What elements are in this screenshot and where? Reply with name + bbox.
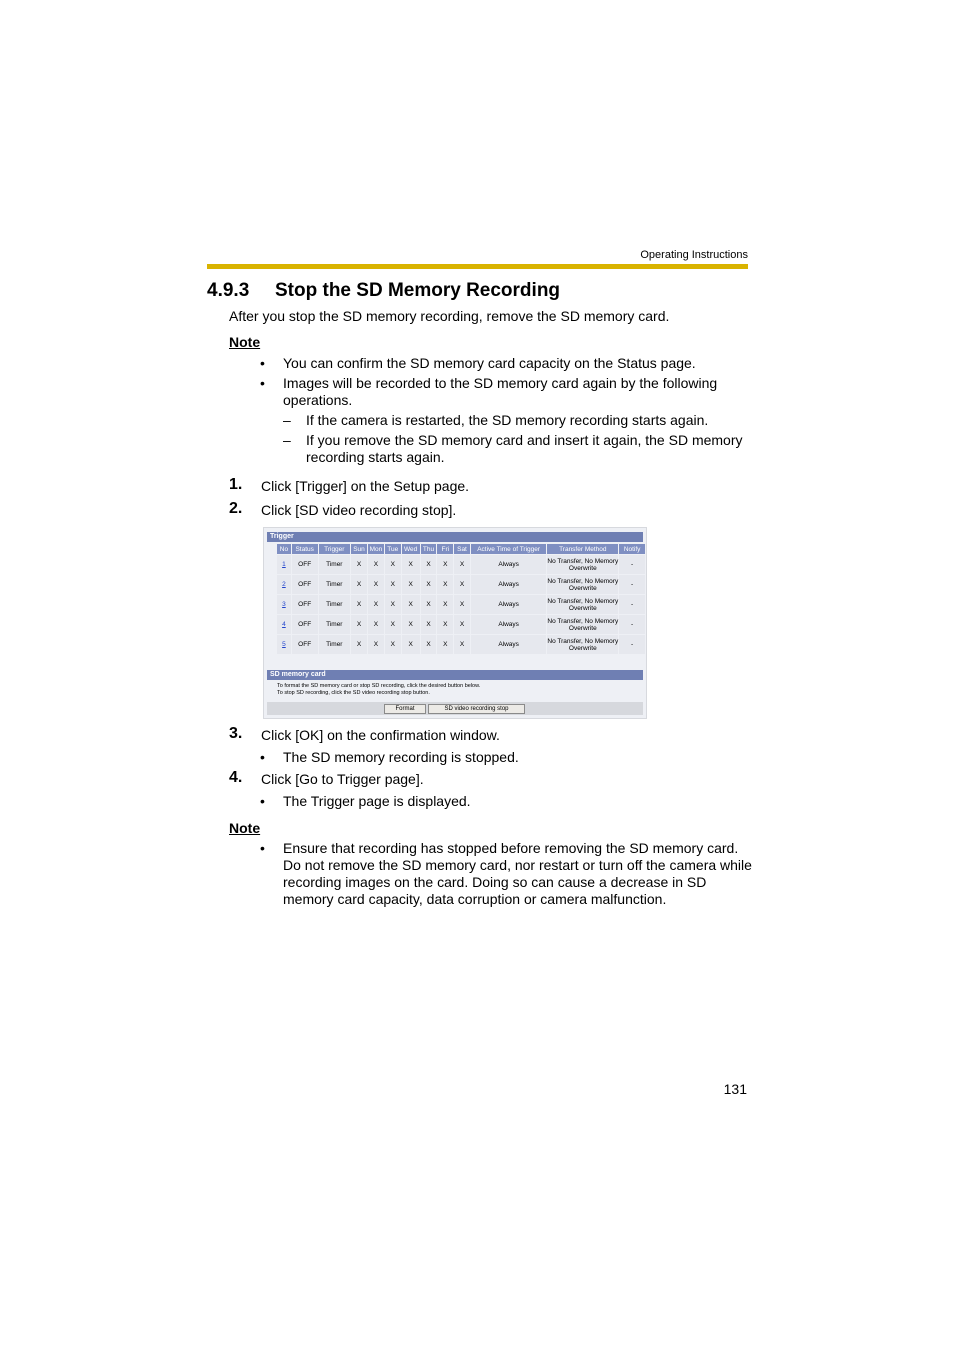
column-header: Trigger: [319, 544, 351, 554]
table-cell: Timer: [319, 555, 351, 574]
column-header: Thu: [421, 544, 437, 554]
trigger-table: [276, 543, 646, 655]
table-cell: No Transfer, No Memory Overwrite: [547, 575, 618, 594]
table-cell: X: [454, 555, 470, 574]
table-row: [277, 635, 645, 654]
column-header: Mon: [369, 545, 383, 553]
table-cell: X: [454, 575, 470, 594]
note-heading: Note: [229, 334, 261, 350]
table-header-row: [277, 544, 645, 554]
table-cell: -: [619, 635, 645, 654]
table-cell: Timer: [319, 595, 351, 614]
running-header: Operating Instructions: [640, 249, 748, 261]
table-row: [277, 595, 645, 614]
table-cell: Timer: [319, 635, 351, 654]
table-cell: X: [351, 615, 367, 634]
table-cell: X: [385, 615, 401, 634]
sd-instruction-line: To stop SD recording, click the SD video recording stop button.: [277, 690, 430, 696]
table-cell: -: [619, 555, 645, 574]
step-text: Click [Trigger] on the Setup page.: [261, 478, 470, 494]
step-text: Click [OK] on the confirmation window.: [261, 727, 500, 743]
section-number: 4.9.3: [207, 280, 250, 301]
table-cell: Always: [471, 575, 546, 594]
column-header: Status: [292, 544, 318, 554]
trigger-number-link[interactable]: 3: [277, 595, 291, 614]
note-sub-item: – If the camera is restarted, the SD memory recording starts again.: [283, 412, 709, 428]
note-bullet: • You can confirm the SD memory card capacity on the Status page.: [260, 355, 696, 371]
trigger-title-bar: Trigger: [267, 532, 643, 542]
table-cell: X: [437, 575, 453, 594]
table-cell: No Transfer, No Memory Overwrite: [547, 635, 618, 654]
table-cell: X: [402, 595, 420, 614]
note-sub-item: – If you remove the SD memory card and insert it again, the SD memory recording starts again.: [283, 432, 743, 465]
column-header: Wed: [402, 544, 420, 554]
table-cell: X: [368, 575, 384, 594]
table-row: [277, 555, 645, 574]
table-cell: -: [619, 615, 645, 634]
table-cell: X: [454, 615, 470, 634]
column-header: Sun: [351, 544, 367, 554]
sd-video-recording-stop-button[interactable]: SD video recording stop: [428, 704, 525, 714]
step-number: 4.: [229, 769, 243, 786]
table-cell: Always: [471, 555, 546, 574]
intro-text: After you stop the SD memory recording, remove the SD memory card.: [229, 308, 670, 324]
column-header: Notify: [619, 544, 645, 554]
table-cell: X: [402, 635, 420, 654]
table-cell: -: [619, 575, 645, 594]
step-result: • The Trigger page is displayed.: [260, 793, 471, 809]
section-title: Stop the SD Memory Recording: [275, 280, 561, 301]
table-cell: X: [421, 615, 437, 634]
table-cell: X: [385, 635, 401, 654]
table-cell: X: [421, 635, 437, 654]
column-header: Tue: [385, 544, 401, 554]
table-cell: X: [454, 635, 470, 654]
table-cell: X: [421, 595, 437, 614]
table-cell: X: [351, 595, 367, 614]
sd-instruction-line: To format the SD memory card or stop SD recording, click the desired button below.: [277, 683, 481, 689]
trigger-number-link[interactable]: 2: [277, 575, 291, 594]
trigger-number-link[interactable]: 5: [277, 635, 291, 654]
table-cell: X: [385, 555, 401, 574]
page-number: 131: [723, 1081, 747, 1097]
note-bullet: • Ensure that recording has stopped before removing the SD memory card. Do not remove the SD memory card, nor restart or turn off the camera while recording images on the card. Doing so can cause a decrease in SD memory card capacity, data corruption or camera malfunction.: [260, 840, 752, 907]
sd-card-title-bar: SD memory card: [267, 670, 643, 680]
table-cell: X: [402, 615, 420, 634]
trigger-page-screenshot: [263, 527, 647, 719]
step-number: 3.: [229, 725, 243, 742]
table-cell: X: [402, 575, 420, 594]
table-cell: X: [437, 555, 453, 574]
table-row: [277, 615, 645, 634]
table-cell: X: [351, 575, 367, 594]
step-number: 2.: [229, 500, 243, 517]
table-cell: X: [402, 555, 420, 574]
table-cell: No Transfer, No Memory Overwrite: [547, 555, 618, 574]
step-text: Click [Go to Trigger page].: [261, 771, 424, 787]
table-cell: X: [421, 575, 437, 594]
table-cell: X: [368, 635, 384, 654]
step-text: Click [SD video recording stop].: [261, 502, 457, 518]
header-rule: [207, 264, 748, 269]
table-cell: No Transfer, No Memory Overwrite: [547, 615, 618, 634]
trigger-number-link[interactable]: 4: [277, 615, 291, 634]
table-cell: Always: [471, 595, 546, 614]
table-cell: X: [454, 595, 470, 614]
table-cell: OFF: [292, 595, 318, 614]
table-cell: X: [368, 615, 384, 634]
table-cell: Timer: [319, 615, 351, 634]
table-cell: X: [437, 615, 453, 634]
column-header: No: [277, 544, 291, 554]
table-cell: OFF: [292, 615, 318, 634]
table-cell: X: [351, 635, 367, 654]
table-cell: X: [368, 595, 384, 614]
column-header: Active Time of Trigger: [471, 544, 546, 554]
table-cell: X: [368, 555, 384, 574]
note-bullet: • Images will be recorded to the SD memory card again by the following operations.: [260, 375, 718, 408]
table-cell: X: [385, 595, 401, 614]
step-result: • The SD memory recording is stopped.: [260, 749, 519, 765]
step-number: 1.: [229, 476, 243, 493]
format-button[interactable]: Format: [384, 704, 426, 714]
table-cell: Always: [471, 615, 546, 634]
table-cell: OFF: [292, 555, 318, 574]
table-cell: OFF: [292, 575, 318, 594]
table-cell: -: [619, 595, 645, 614]
table-cell: X: [437, 635, 453, 654]
trigger-number-link[interactable]: 1: [277, 555, 291, 574]
note-heading: Note: [229, 820, 261, 836]
table-cell: Timer: [319, 575, 351, 594]
column-header: Transfer Method: [547, 544, 618, 554]
table-cell: X: [385, 575, 401, 594]
table-cell: OFF: [292, 635, 318, 654]
table-cell: X: [437, 595, 453, 614]
table-cell: Always: [471, 635, 546, 654]
table-cell: No Transfer, No Memory Overwrite: [547, 595, 618, 614]
table-row: [277, 575, 645, 594]
table-cell: X: [421, 555, 437, 574]
column-header: Fri: [437, 544, 453, 554]
table-cell: X: [351, 555, 367, 574]
column-header: Sat: [454, 544, 470, 554]
